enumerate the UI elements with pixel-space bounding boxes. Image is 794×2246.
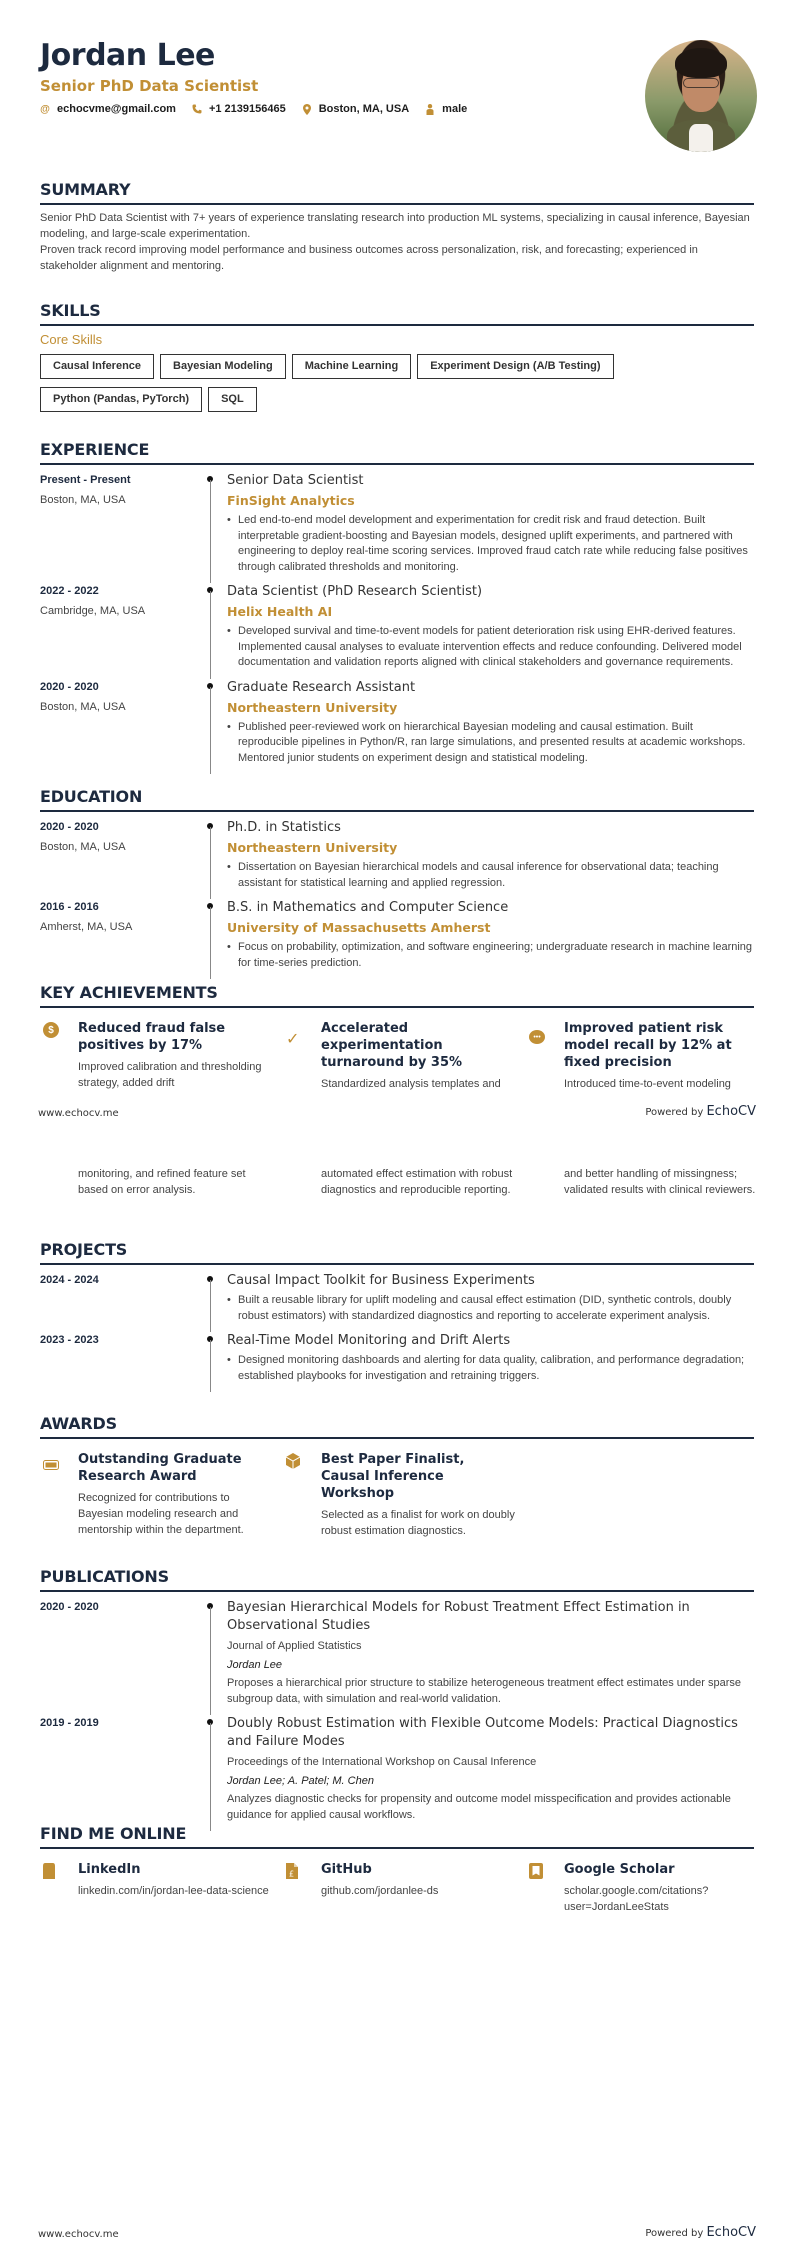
footer-site-link[interactable]: www.echocv.me: [38, 2229, 119, 2240]
entry-school: Northeastern University: [227, 840, 398, 855]
skills-section: [40, 301, 754, 420]
publication-title: Bayesian Hierarchical Models for Robust Treatment Effect Estimation in Observational Studies: [227, 1600, 690, 1633]
location-pin-icon: [302, 104, 312, 115]
contact-phone[interactable]: [192, 103, 286, 115]
timeline-axis: [205, 1599, 227, 1715]
achievements-grid: [40, 1020, 754, 1092]
project-entry: [40, 1272, 754, 1332]
timeline-axis: [205, 472, 227, 583]
achievement-desc-continued: automated effect estimation with robust diagnostics and reproducible reporting.: [321, 1168, 513, 1196]
section-divider: [40, 810, 754, 812]
email-value: echocvme@gmail.com: [57, 103, 176, 115]
project-title: Causal Impact Toolkit for Business Experiments: [227, 1273, 535, 1288]
timeline-axis: [205, 583, 227, 679]
publication-venue: Journal of Applied Statistics: [227, 1640, 362, 1652]
achievement-title: Accelerated experimentation turnaround by 35%: [321, 1021, 463, 1070]
footer-site-link[interactable]: www.echocv.me: [38, 1108, 119, 1119]
education-section: [40, 787, 754, 979]
skill-chip: SQL: [208, 387, 257, 412]
achievement-desc-continued: monitoring, and refined feature set based on error analysis.: [78, 1168, 246, 1196]
github-icon: [286, 1863, 298, 1915]
section-heading: AWARDS: [40, 1414, 117, 1433]
education-entry: [40, 819, 754, 899]
skill-chip: Machine Learning: [292, 354, 412, 379]
award-card: [40, 1451, 283, 1539]
phone-icon: [192, 104, 202, 114]
section-divider: [40, 1847, 754, 1849]
section-divider: [40, 1590, 754, 1592]
summary-paragraph: Senior PhD Data Scientist with 7+ years of experience translating research into production ML systems, specializing in causal inference, Bayesian modeling, and large-scale experimentation.: [40, 212, 750, 240]
summary-paragraph: Proven track record improving model performance and business outcomes across personalization, risk, and forecasting; experienced in stakeholder alignment and mentoring.: [40, 244, 698, 272]
link-url[interactable]: linkedin.com/in/jordan-lee-data-science: [78, 1885, 269, 1897]
achievement-desc-continued: and better handling of missingness; validated results with clinical reviewers.: [564, 1168, 756, 1196]
achievement-card: [283, 1020, 526, 1092]
skills-list: [40, 354, 754, 420]
achievement-desc: Introduced time-to-event modeling: [564, 1078, 731, 1090]
link-label: LinkedIn: [78, 1862, 141, 1877]
publication-authors: Jordan Lee: [227, 1659, 283, 1671]
link-label: GitHub: [321, 1862, 372, 1877]
experience-entry: [40, 583, 754, 679]
gender-value: male: [442, 103, 468, 115]
section-divider: [40, 203, 754, 205]
medal-bar-icon: [43, 1457, 59, 1539]
publication-venue: Proceedings of the International Workshop on Causal Inference: [227, 1756, 537, 1768]
entry-location: Amherst, MA, USA: [40, 921, 133, 933]
skill-chip: Python (Pandas, PyTorch): [40, 387, 202, 412]
contact-email[interactable]: [40, 103, 176, 115]
online-link-github[interactable]: [283, 1861, 526, 1915]
section-heading: PROJECTS: [40, 1240, 128, 1259]
section-heading: FIND ME ONLINE: [40, 1824, 187, 1843]
section-heading: PUBLICATIONS: [40, 1567, 169, 1586]
linkedin-icon: [43, 1863, 55, 1915]
entry-dates: 2023 - 2023: [40, 1334, 99, 1346]
publication-entry: [40, 1715, 754, 1831]
skill-chip: Experiment Design (A/B Testing): [417, 354, 613, 379]
location-value: Boston, MA, USA: [318, 103, 410, 115]
timeline-axis: [205, 1332, 227, 1392]
entry-bullet: • Developed survival and time-to-event models for patient deterioration risk using EHR-derived features. Implemented causal analyses to evaluate intervention effects and reduce confounding. Delivered model documentation and validation reports aligned with clinical stakeholders and governance requirements.: [227, 624, 754, 671]
entry-bullet: • Dissertation on Bayesian hierarchical models and causal inference for observational data; teaching assistant for statistical learning and applied regression.: [227, 860, 754, 891]
publications-section: [40, 1567, 754, 1831]
project-title: Real-Time Model Monitoring and Drift Alerts: [227, 1333, 511, 1348]
awards-section: [40, 1414, 754, 1539]
brand-name: EchoCV: [706, 1104, 756, 1119]
entry-bullet: • Built a reusable library for uplift modeling and causal effect estimation (DID, synthetic controls, doubly robust estimators) with standardized diagnostics and reporting to accelerate experiment analysis.: [227, 1293, 754, 1324]
at-icon: @: [40, 103, 50, 115]
timeline-line: [210, 827, 211, 899]
entry-location: Cambridge, MA, USA: [40, 605, 146, 617]
cube-icon: [286, 1453, 300, 1539]
entry-role: Senior Data Scientist: [227, 473, 364, 488]
entry-degree: B.S. in Mathematics and Computer Science: [227, 900, 509, 915]
education-entry: [40, 899, 754, 979]
section-heading: SUMMARY: [40, 180, 131, 199]
timeline-line: [210, 1340, 211, 1392]
section-divider: [40, 463, 754, 465]
profile-photo: [645, 40, 757, 152]
entry-location: Boston, MA, USA: [40, 841, 126, 853]
skill-chip: Causal Inference: [40, 354, 154, 379]
section-divider: [40, 324, 754, 326]
entry-dates: 2016 - 2016: [40, 901, 99, 913]
entry-location: Boston, MA, USA: [40, 494, 126, 506]
entry-location: Boston, MA, USA: [40, 700, 126, 713]
timeline-axis: [205, 1272, 227, 1332]
section-heading: EDUCATION: [40, 787, 143, 806]
achievement-title: Improved patient risk model recall by 12% at fixed precision: [564, 1021, 732, 1070]
skill-chip: Bayesian Modeling: [160, 354, 286, 379]
award-card: [283, 1451, 526, 1539]
online-link-google-scholar[interactable]: [526, 1861, 769, 1915]
publication-entry: [40, 1599, 754, 1715]
publication-desc: Analyzes diagnostic checks for propensity and outcome model misspecification and provides actionable guidance for applied causal workflows.: [227, 1793, 731, 1821]
summary-section: [40, 180, 754, 274]
experience-section: [40, 440, 754, 774]
footer-powered-by[interactable]: Powered by EchoCV: [645, 2225, 756, 2240]
entry-dates: Present - Present: [40, 474, 131, 486]
timeline-axis: [205, 1715, 227, 1831]
award-title: Best Paper Finalist, Causal Inference Workshop: [321, 1452, 465, 1501]
person-icon: [425, 104, 435, 115]
resume-header: [40, 38, 640, 115]
phone-value: +1 2139156465: [208, 103, 286, 115]
entry-dates: 2019 - 2019: [40, 1717, 99, 1729]
link-url[interactable]: github.com/jordanlee-ds: [321, 1885, 439, 1897]
publication-title: Doubly Robust Estimation with Flexible Outcome Models: Practical Diagnostics and Failure Modes: [227, 1716, 738, 1749]
section-heading: EXPERIENCE: [40, 440, 150, 459]
achievement-title: Reduced fraud false positives by 17%: [78, 1021, 226, 1053]
entry-role: Graduate Research Assistant: [227, 679, 416, 695]
timeline-line: [210, 1280, 211, 1332]
online-link-linkedin[interactable]: [40, 1861, 283, 1915]
achievement-card: [526, 1020, 769, 1092]
achievement-card: [40, 1020, 283, 1092]
contact-location: [302, 103, 409, 115]
section-divider: [40, 1437, 754, 1439]
section-divider: [40, 1263, 754, 1265]
entry-organization: Northeastern University: [227, 699, 398, 715]
entry-dates: 2020 - 2020: [40, 1601, 99, 1613]
achievements-continued: [40, 1166, 754, 1198]
timeline-line: [210, 1723, 211, 1831]
timeline-line: [210, 1607, 211, 1715]
section-heading: KEY ACHIEVEMENTS: [40, 983, 218, 1002]
google-scholar-icon: [529, 1863, 543, 1915]
experience-entry: [40, 679, 754, 775]
timeline-line: [210, 480, 211, 583]
entry-dates: 2022 - 2022: [40, 585, 99, 597]
candidate-title: Senior PhD Data Scientist: [40, 77, 259, 95]
contact-bar: [40, 103, 640, 115]
brand-name: EchoCV: [706, 2225, 756, 2240]
online-links-grid: [40, 1861, 754, 1915]
entry-dates: 2020 - 2020: [40, 821, 99, 833]
entry-bullet: • Published peer-reviewed work on hierarchical Bayesian modeling and causal estimation. Built reproducible pipelines in Python/R, ran large simulations, and presented results at academic workshops. Mentored junior students on experiment design and statistical modeling.: [227, 720, 754, 767]
timeline-axis: [205, 899, 227, 979]
entry-role: Data Scientist (PhD Research Scientist): [227, 584, 483, 599]
footer-powered-by[interactable]: Powered by EchoCV: [645, 1104, 756, 1119]
entry-degree: Ph.D. in Statistics: [227, 820, 341, 835]
awards-grid: [40, 1451, 754, 1539]
timeline-axis: [205, 679, 227, 775]
timeline-line: [210, 591, 211, 679]
entry-organization: FinSight Analytics: [227, 493, 355, 508]
timeline-axis: [205, 819, 227, 899]
entry-bullet: • Led end-to-end model development and experimentation for credit risk and fraud detection. Built interpretable gradient-boosting and Bayesian models, designed uplift experiments, and partnered with engineering to deploy real-time scoring services. Improved fraud catch rate while reducing false positives through calibrated thresholds and monitoring.: [227, 513, 754, 575]
achievement-desc: Standardized analysis templates and: [321, 1078, 501, 1090]
online-section: [40, 1824, 754, 1915]
entry-organization: Helix Health AI: [227, 604, 333, 619]
project-entry: [40, 1332, 754, 1392]
timeline-line: [210, 907, 211, 979]
publication-desc: Proposes a hierarchical prior structure to stabilize heterogeneous treatment effect estimates under sparse subgroup data, with simulation and real-world validation.: [227, 1677, 742, 1705]
timeline-line: [210, 687, 211, 775]
entry-dates: 2024 - 2024: [40, 1274, 99, 1286]
dollar-coin-icon: $: [43, 1022, 59, 1038]
chat-bubble-icon: •••: [529, 1030, 545, 1044]
svg-text:£: £: [289, 1869, 295, 1879]
link-label: Google Scholar: [564, 1862, 675, 1877]
entry-bullet: • Designed monitoring dashboards and alerting for data quality, calibration, and performance degradation; established playbooks for investigation and retraining triggers.: [227, 1353, 754, 1384]
award-title: Outstanding Graduate Research Award: [78, 1452, 242, 1484]
contact-gender: [425, 103, 467, 115]
link-url[interactable]: scholar.google.com/citations?user=JordanLeeStats: [564, 1885, 709, 1913]
skills-group-label: Core Skills: [40, 332, 103, 347]
entry-dates: 2020 - 2020: [40, 680, 99, 693]
section-divider: [40, 1006, 754, 1008]
candidate-name: Jordan Lee: [40, 38, 215, 73]
section-heading: SKILLS: [40, 301, 101, 320]
entry-school: University of Massachusetts Amherst: [227, 920, 491, 935]
achievements-section: [40, 983, 754, 1092]
publication-authors: Jordan Lee; A. Patel; M. Chen: [227, 1775, 374, 1787]
entry-bullet: • Focus on probability, optimization, and software engineering; undergraduate research in machine learning for time-series prediction.: [227, 940, 754, 971]
award-desc: Recognized for contributions to Bayesian modeling research and mentorship within the department.: [78, 1492, 244, 1536]
award-desc: Selected as a finalist for work on doubly robust estimation diagnostics.: [321, 1509, 515, 1537]
experience-entry: [40, 472, 754, 583]
achievement-desc: Improved calibration and thresholding strategy, added drift: [78, 1061, 262, 1089]
checkmark-icon: ✓: [286, 1031, 300, 1048]
projects-section: [40, 1240, 754, 1392]
